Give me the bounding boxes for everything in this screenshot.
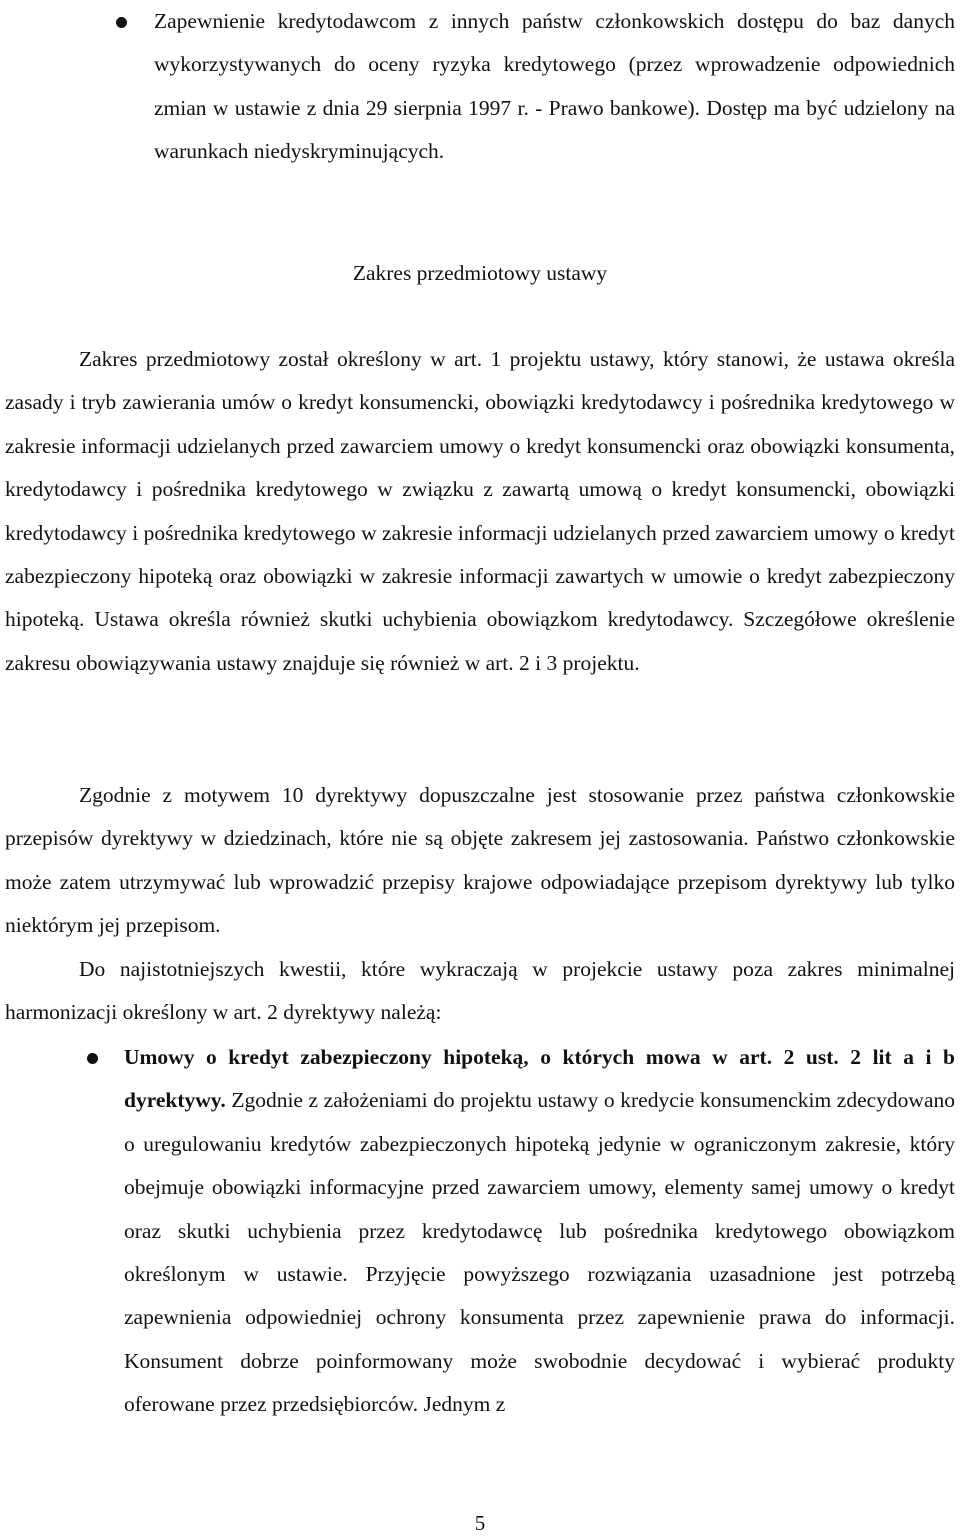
paragraph-scope — [5, 338, 955, 685]
paragraph-text: Zgodnie z motywem 10 dyrektywy dopuszczalne jest stosowanie przez państwa członkowskie przepisów dyrektywy w dziedzinach, które nie są objęte zakresem jej zastosowania. Państwo członkowskie może zatem utrzymywać lub wprowadzić przepisy krajowe odpowiadające przepisom dyrektywy lub tylko niektórym jej przepisom. — [5, 783, 955, 938]
bullet-icon — [87, 1053, 98, 1064]
bullet-item-databases — [154, 0, 955, 174]
section-heading-text: Zakres przedmiotowy ustawy — [352, 261, 608, 285]
bullet-item-text: Zapewnienie kredytodawcom z innych państw członkowskich dostępu do baz danych wykorzystywanych do oceny ryzyka kredytowego (przez wprowadzenie odpowiednich zmian w ustawie z dnia 29 sierpnia 1997 r. - Prawo bankowe). Dostęp ma być udzielony na warunkach niedyskryminujących. — [154, 9, 955, 164]
bullet-item-mortgage — [124, 1036, 955, 1427]
paragraph-motive — [5, 774, 955, 948]
bullet-icon — [116, 17, 127, 28]
section-heading — [0, 252, 960, 295]
bullet-item-bold-text: Umowy o kredyt zabezpieczony hipoteką, o których mowa w art. 2 ust. 2 lit a i b dyrektywy. — [124, 1045, 955, 1113]
paragraph-text: Do najistotniejszych kwestii, które wykraczają w projekcie ustawy poza zakres minimalnej harmonizacji określony w art. 2 dyrektywy należą: — [5, 957, 955, 1025]
bullet-item-text: Zgodnie z założeniami do projektu ustawy o kredycie konsumenckim zdecydowano o uregulowaniu kredytów zabezpieczonych hipoteką jedynie w ograniczonym zakresie, który obejmuje obowiązki informacyjne przed zawarciem umowy, elementy samej umowy o kredyt oraz skutki uchybienia przez kredytodawcę lub pośrednika kredytowego obowiązkom określonym w ustawie. Przyjęcie powyższego rozwiązania uzasadnione jest potrzebą zapewnienia odpowiedniej ochrony konsumenta przez zapewnienie prawa do informacji. Konsument dobrze poinformowany może swobodnie decydować i wybierać produkty oferowane przez przedsiębiorców. Jednym z — [124, 1088, 955, 1417]
paragraph-text: Zakres przedmiotowy został określony w art. 1 projektu ustawy, który stanowi, że ustawa określa zasady i tryb zawierania umów o kredyt konsumencki, obowiązki kredytodawcy i pośrednika kredytowego w zakresie informacji udzielanych przed zawarciem umowy o kredyt konsumencki oraz obowiązki konsumenta, kredytodawcy i pośrednika kredytowego w związku z zawartą umową o kredyt konsumencki, obowiązki kredytodawcy i pośrednika kredytowego w zakresie informacji udzielanych przed zawarciem umowy o kredyt zabezpieczony hipoteką oraz obowiązki w zakresie informacji zawartych w umowie o kredyt zabezpieczony hipoteką. Ustawa określa również skutki uchybienia obowiązkom kredytodawcy. Szczegółowe określenie zakresu obowiązywania ustawy znajduje się również w art. 2 i 3 projektu. — [5, 347, 955, 675]
page-number: 5 — [474, 1511, 486, 1535]
paragraph-key-issues — [5, 948, 955, 1035]
